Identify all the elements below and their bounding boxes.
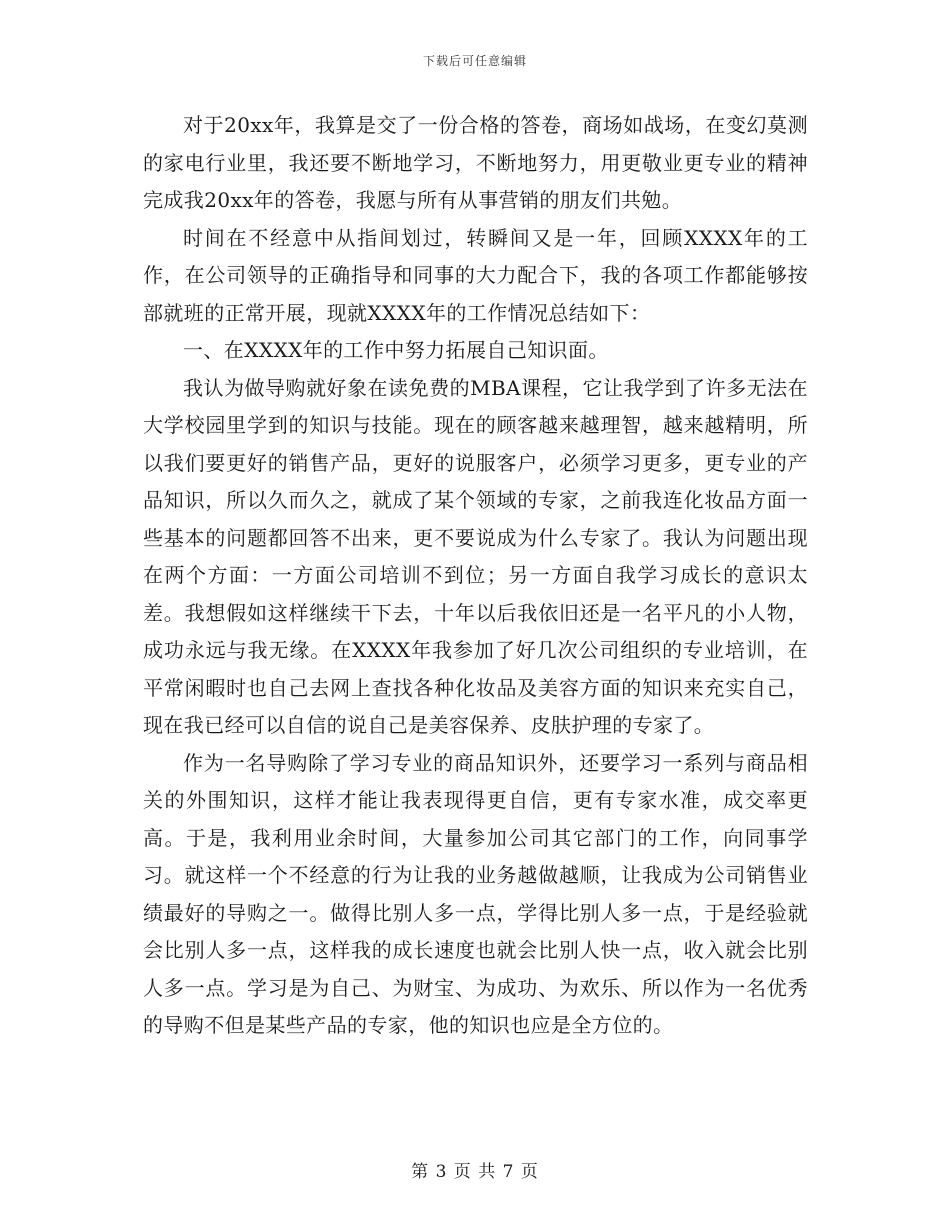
page-number: 第 3 页 共 7 页 [411,1162,539,1182]
section-heading-1: 一、在XXXX年的工作中努力拓展自己知识面。 [183,338,609,362]
paragraph-1: 对于20xx年，我算是交了一份合格的答卷，商场如战场，在变幻莫测的家电行业里，我还要不断地学习，不断地努力，用更敬业更专业的精神完成我20xx年的答卷，我愿与所有从事营销的朋友们共勉。 [143,113,808,212]
paragraph-4: 作为一名导购除了学习专业的商品知识外，还要学习一系列与商品相关的外围知识，这样才能让我表现得更自信，更有专家水准，成交率更高。于是，我利用业余时间，大量参加公司其它部门的工作，向同事学习。就这样一个不经意的行为让我的业务越做越顺，让我成为公司销售业绩最好的导购之一。做得比别人多一点，学得比别人多一点，于是经验就会比别人多一点，这样我的成长速度也就会比别人快一点，收入就会比别人多一点。学习是为自己、为财宝、为成功、为欢乐、所以作为一名优秀的导购不但是某些产品的专家，他的知识也应是全方位的。 [143,750,808,1037]
header-note: 下载后可任意编辑 [422,54,527,68]
document-body [143,107,808,1045]
paragraph-3: 我认为做导购就好象在读免费的MBA课程，它让我学到了许多无法在大学校园里学到的知识与技能。现在的顾客越来越理智，越来越精明，所以我们要更好的销售产品，更好的说服客户，必须学习更多，更专业的产品知识，所以久而久之，就成了某个领域的专家，之前我连化妆品方面一些基本的问题都回答不出来，更不要说成为什么专家了。我认为问题出现在两个方面：一方面公司培训不到位；另一方面自我学习成长的意识太差。我想假如这样继续干下去，十年以后我依旧还是一名平凡的小人物，成功永远与我无缘。在XXXX年我参加了好几次公司组织的专业培训，在平常闲暇时也自己去网上查找各种化妆品及美容方面的知识来充实自己，现在我已经可以自信的说自己是美容保养、皮肤护理的专家了。 [143,375,808,737]
paragraph-2: 时间在不经意中从指间划过，转瞬间又是一年，回顾XXXX年的工作，在公司领导的正确指导和同事的大力配合下，我的各项工作都能够按部就班的正常开展，现就XXXX年的工作情况总结如下： [143,225,808,325]
